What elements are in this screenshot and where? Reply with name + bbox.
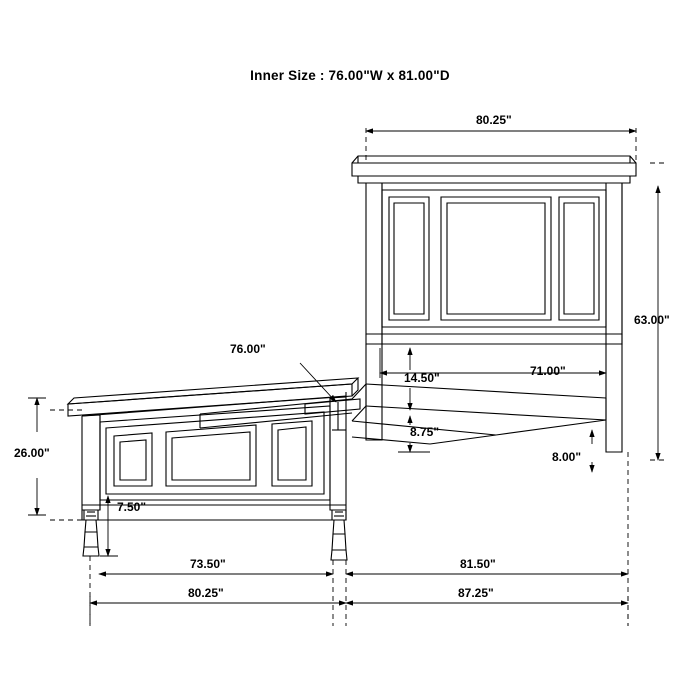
side-rail-far-bottom (366, 406, 606, 420)
headboard-panel-left-inner (394, 203, 424, 314)
headboard-base-rail (366, 334, 622, 344)
headboard-crown-top (352, 156, 636, 163)
dim-label-headboard-height: 63.00" (634, 313, 670, 327)
dim-label-bed-length-overall: 87.25" (458, 586, 494, 600)
footboard-panel-left-inner (120, 440, 146, 480)
dim-label-rail-bottom: 8.00" (552, 450, 582, 464)
foot-leg-left-turned (84, 532, 98, 547)
footboard-panel-right-inner (278, 427, 306, 480)
foot-leg-right-turned (332, 534, 346, 550)
headboard-body (366, 183, 622, 334)
dim-label-rail-to-floor: 14.50" (404, 371, 440, 385)
page-title: Inner Size : 76.00"W x 81.00"D (250, 68, 450, 83)
footboard-left-post (82, 415, 100, 510)
headboard-right-post (606, 183, 622, 344)
headboard-panel-right-inner (564, 203, 594, 314)
rail-cross (496, 420, 606, 435)
footboard-panel-center-inner (172, 432, 250, 480)
headboard-frame (382, 190, 606, 327)
headboard-left-post (366, 183, 382, 344)
side-rail-far-top (366, 384, 606, 398)
headboard-right-leg (606, 344, 622, 452)
dim-label-footboard-overall: 80.25" (188, 586, 224, 600)
dim-label-slat-height: 8.75" (410, 425, 440, 439)
dim-label-panel-width: 71.00" (530, 364, 566, 378)
dim-label-foot-post-base: 7.50" (117, 500, 147, 514)
headboard-panel-center-inner (447, 203, 545, 314)
headboard-panel-center-outer (441, 197, 551, 320)
headboard-crown (352, 163, 636, 176)
headboard-crown-lower (358, 176, 630, 183)
footboard-top-cap-bevel (68, 378, 358, 404)
center-support (305, 399, 360, 414)
dim-label-footboard-width: 73.50" (190, 557, 226, 571)
dim-label-side-rail-length: 76.00" (230, 342, 266, 356)
dim-7600-leader (300, 363, 336, 402)
dim-label-bed-length-lower: 81.50" (460, 557, 496, 571)
headboard-panel-left-outer (389, 197, 429, 320)
dim-label-headboard-width: 80.25" (476, 113, 512, 127)
footboard-frame-inner (106, 412, 324, 494)
dim-label-footboard-height: 26.00" (14, 446, 50, 460)
headboard-panel-right-outer (559, 197, 599, 320)
footboard-panel-center-outer (166, 425, 256, 486)
